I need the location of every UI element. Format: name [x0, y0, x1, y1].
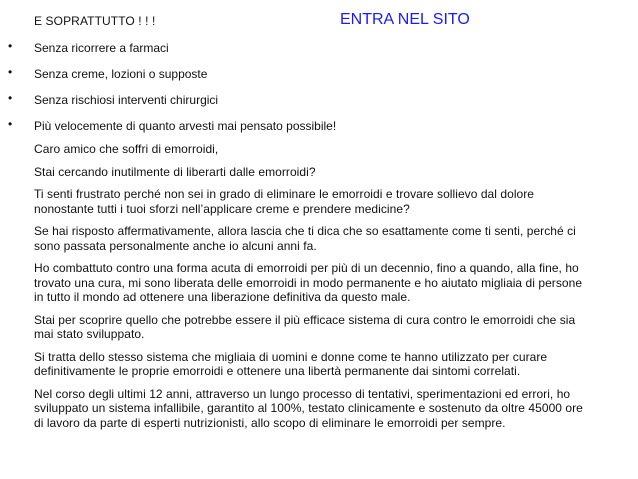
bullet-icon: • — [8, 117, 13, 131]
benefits-list — [0, 37, 638, 141]
body-text — [34, 142, 594, 438]
paragraph-social-proof: Si tratta dello stesso sistema che migliaia di uomini e donne come te hanno utilizzato per curare definitivamente le proprie emorroidi e ottenere una libertà permanente dai sintomi correlati. — [34, 349, 548, 378]
bullet-icon: • — [8, 65, 13, 79]
list-item-text: Senza creme, lozioni o supposte — [34, 67, 208, 81]
list-item — [0, 115, 638, 141]
list-item-text: Più velocemente di quanto arvesti mai pensato possibile! — [34, 119, 337, 133]
list-item — [0, 89, 638, 115]
list-item-text: Senza rischiosi interventi chirurgici — [34, 93, 219, 107]
enter-site-link[interactable]: ENTRA NEL SITO — [340, 11, 470, 28]
list-item — [0, 63, 638, 89]
header-row — [34, 10, 624, 34]
list-item-text: Senza ricorrere a farmaci — [34, 41, 169, 55]
paragraph-promise: Stai per scoprire quello che potrebbe essere il più efficace sistema di cura contro le emorroidi che sia mai stato sviluppato. — [34, 312, 576, 341]
paragraph-question: Stai cercando inutilmente di liberarti dalle emorroidi? — [34, 164, 316, 179]
paragraph-frustration: Ti senti frustrato perché non sei in grado di eliminare le emorroidi e trovare sollievo dal dolore nonostante tutti i tuoi sforzi nell’applicare creme e prendere medicine? — [34, 187, 535, 216]
paragraph-empathy: Se hai risposto affermativamente, allora lascia che ti dica che so esattamente come ti senti, perché ci sono passata personalmente anche io alcuni anni fa. — [34, 224, 576, 253]
list-item — [0, 37, 638, 63]
paragraph-greeting: Caro amico che soffri di emorroidi, — [34, 142, 219, 156]
paragraph-story: Ho combattuto contro una forma acuta di emorroidi per più di un decennio, fino a quando, alla fine, ho trovato una cura, mi sono liberata delle emorroidi in modo permanente e ho aiutato migliaia di persone in tutto il mondo ad ottenere una liberazione definitiva da questo male. — [34, 261, 583, 304]
paragraph-credentials: Nel corso degli ultimi 12 anni, attraverso un lungo processo di tentativi, sperimentazioni ed errori, ho sviluppato un sistema infallibile, garantito al 100%, testato clinicamente e sostenuto da oltre 45000 ore di lavoro da parte di esperti nutrizionisti, allo scopo di eliminare le emorroidi per sempre. — [34, 386, 583, 430]
bullet-icon: • — [8, 91, 13, 105]
bullet-icon: • — [8, 39, 13, 53]
intro-heading: E SOPRATTUTTO ! ! ! — [34, 14, 156, 28]
